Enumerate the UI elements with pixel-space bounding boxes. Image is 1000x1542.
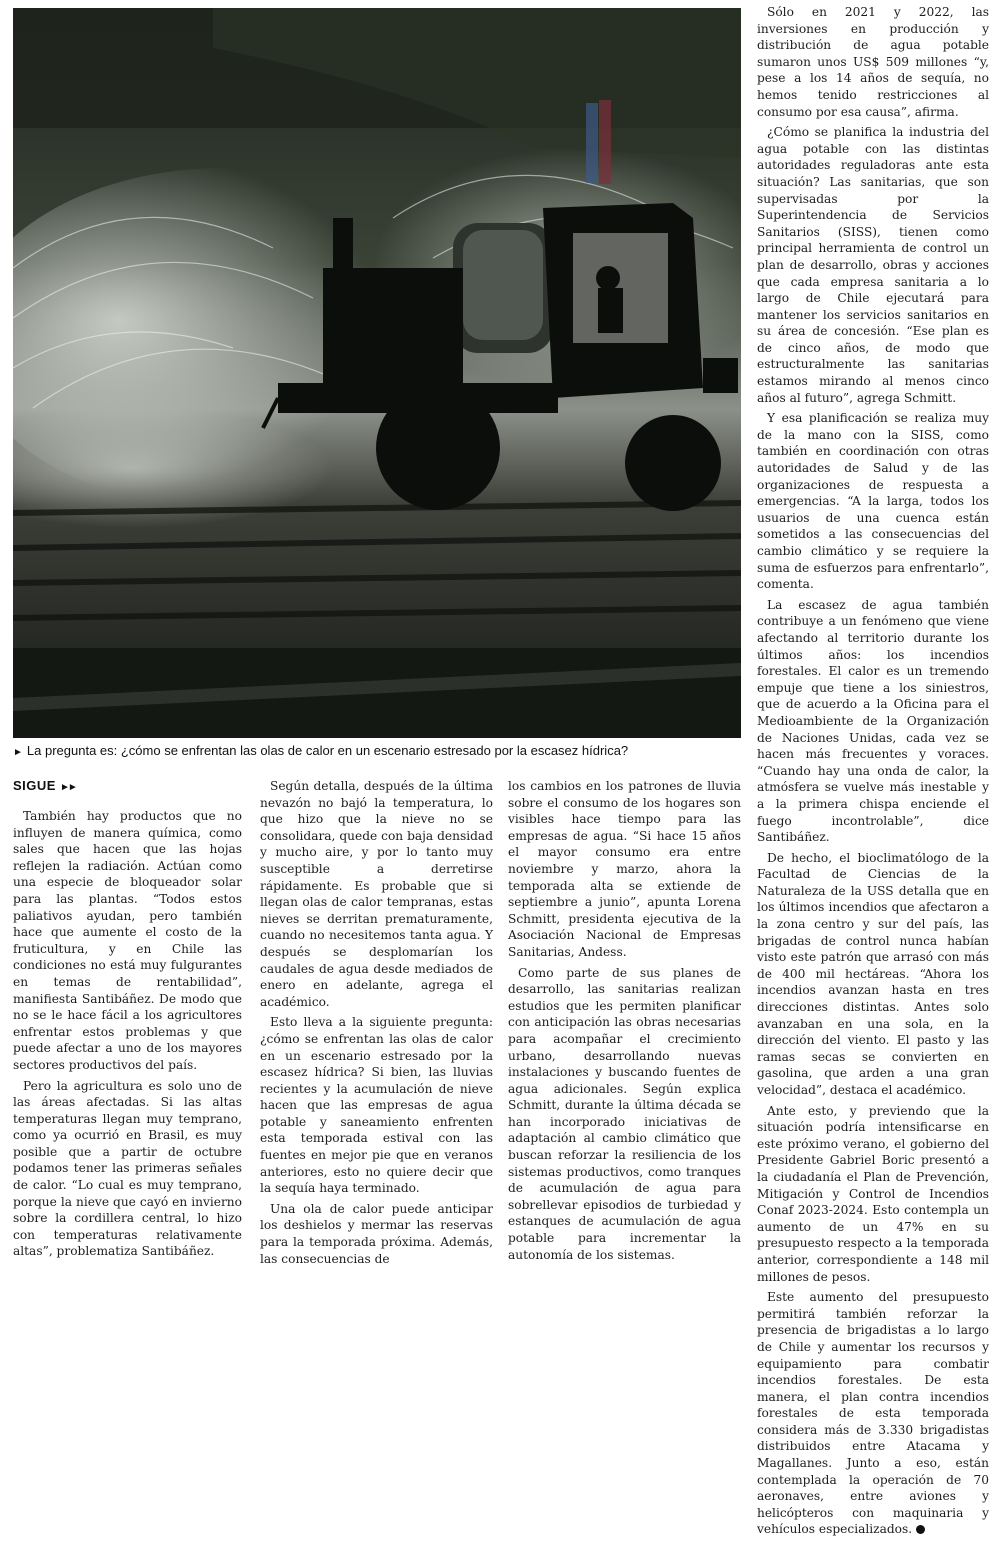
paragraph: También hay productos que no influyen de manera química, como sales que hacen que las hojas reflejen la radiación. Actúan como una especie de bloqueador solar para las plantas. “Todos estos paliativos ayudan, pero también hace que aumente el costo de la fruticultura, y en Chile las condiciones no está muy fulgurantes en temas de rentabilidad”, manifiesta Santibáñez. De modo que no se le hace fácil a los agricultores enfrentar estos problemas y que puede afectar a uno de los mayores sectores productivos del país. [13,809,242,1072]
end-of-article-icon [916,1525,925,1534]
paragraph: Y esa planificación se realiza muy de la mano con la SISS, como también en coordinación con otras autoridades de Salud y de las organizaciones de respuesta a emergencias. “A la larga, todos los usuarios de una cuenca están sometidos a las consecuencias del cambio climático y se requiere la suma de esfuerzos para enfrentarlo”, comenta. [757,411,989,592]
paragraph: ¿Cómo se planifica la industria del agua potable con las distintas autoridades reguladoras ante esta situación? Las sanitarias, que son supervisadas por la Superintendencia de Servicios Sanitarios (SISS), tienen como principal herramienta de control un plan de desarrollo, obras y acciones que cada empresa sanitaria a lo largo de Chile ejecutará para mantener los servicios sanitarios en su área de concesión. “Ese plan es de cinco años, de modo que estructuralmente las sanitarias estamos mirando al menos cinco años al futuro”, agrega Schmitt. [757,125,989,405]
sigue-text: SIGUE [13,778,56,793]
column-3 [508,778,741,1267]
column-1 [13,808,242,1264]
column-2 [260,778,493,1271]
paragraph-last-text: Este aumento del presupuesto permitirá también reforzar la presencia de brigadistas a lo largo de Chile y aumentar los recursos y equipamiento para combatir incendios forestales. De esta manera, el plan contra incendios forestales de esta temporada considera más de 3.330 brigadistas distribuidos entre Atacama y Magallanes. Junto a eso, están contemplada la operación de 70 aeronaves, entre aviones y helicópteros con maquinaria y vehículos especializados. [757,1290,989,1537]
column-4 [757,4,989,1542]
caption-marker-icon: ► [13,747,23,758]
paragraph: Una ola de calor puede anticipar los deshielos y mermar las reservas para la temporada próxima. Además, las consecuencias de [260,1201,493,1266]
article-photo [13,8,741,738]
paragraph: los cambios en los patrones de lluvia sobre el consumo de los hogares son visibles hace tiempo para las empresas de agua. “Si hace 15 años el mayor consumo era entre noviembre y marzo, ahora la temporada alta se extiende de septiembre a junio”, apunta Lorena Schmitt, presidenta ejecutiva de la Asociación Nacional de Empresas Sanitarias, Andess. [508,779,741,959]
paragraph-last [757,1289,989,1538]
photo-caption [13,742,743,761]
paragraph: Pero la agricultura es solo uno de las áreas afectadas. Si las altas temperaturas llegan muy temprano, como ya ocurrió en Brasil, es muy posible que a partir de octubre podamos tener las primeras señales de calor. “Lo cual es muy temprano, porque la nieve que cayó en invierno sobre la cordillera central, lo hizo con temperaturas relativamente altas”, problematiza Santibáñez. [13,1078,242,1259]
paragraph: Como parte de sus planes de desarrollo, las sanitarias realizan estudios que les permiten planificar con anticipación las obras necesarias para acompañar el crecimiento urbano, desarrollando nuevas instalaciones y buscando fuentes de agua adicionales. Según explica Schmitt, durante la última década se han incorporado iniciativas de adaptación al cambio climático que buscan reforzar la resiliencia de los sistemas productivos, como tranques de acumulación de agua para sobrellevar episodios de turbiedad y estanques de acumulación de agua potable para incrementar la autonomía de los sistemas. [508,965,741,1262]
paragraph: Sólo en 2021 y 2022, las inversiones en producción y distribución de agua potable sumaron unos US$ 509 millones “y, pese a los 14 años de sequía, no hemos tenido restricciones al consumo por esa causa”, afirma. [757,5,989,119]
sigue-label [13,778,76,793]
tractor-irrigation-photo [13,8,741,738]
paragraph: La escasez de agua también contribuye a un fenómeno que viene afectando al territorio durante los últimos años: los incendios forestales. El calor es un tremendo empuje que tiene a los siniestros, que de acuerdo a la Oficina para el Medioambiente de la Organización de Naciones Unidas, cada vez se hacen más frecuentes y voraces. “Cuando hay una onda de calor, la atmósfera se vuelve más inestable y a la primera chispa enciende el fuego incontrolable”, dice Santibáñez. [757,597,989,845]
paragraph: Ante esto, y previendo que la situación podría intensificarse en este próximo verano, el gobierno del Presidente Gabriel Boric presentó a la ciudadanía el Plan de Prevención, Mitigación y Control de Incendios Conaf 2023-2024. Esto contempla un aumento de un 47% en su presupuesto respecto a la temporada anterior, correspondiente a 148 mil millones de pesos. [757,1103,989,1284]
double-arrow-icon: ►► [59,782,76,793]
caption-text: La pregunta es: ¿cómo se enfrentan las olas de calor en un escenario estresado por la escasez hídrica? [26,743,629,758]
paragraph: Según detalla, después de la última nevazón no bajó la temperatura, lo que hizo que la nieve no se consolidara, quede con baja densidad y mucho aire, y por lo tanto muy susceptible a derretirse rápidamente. Es probable que si llegan olas de calor tempranas, estas nieves se derritan prematuramente, cuando no necesitemos tanta agua. Y después se desplomarían los caudales de agua desde mediados de enero en adelante, agrega el académico. [260,779,493,1009]
paragraph: De hecho, el bioclimatólogo de la Facultad de Ciencias de la Naturaleza de la USS detalla que en los últimos incendios que afectaron a la zona centro y sur del país, las brigadas de control nunca habían visto este patrón que arrasó con más de 400 mil hectáreas. “Ahora los incendios avanzan hasta en tres direcciones distintas. Antes solo avanzaban en una sola, en la dirección del viento. El pasto y las ramas secas se convierten en gasolina, que arden a una gran velocidad”, destaca el académico. [757,850,989,1097]
paragraph: Esto lleva a la siguiente pregunta: ¿cómo se enfrentan las olas de calor en un escenario estresado por la escasez hídrica? Si bien, las lluvias recientes y la acumulación de nieve hacen que las empresas de agua potable y saneamiento enfrenten esta temporada estival con las fuentes en mejor pie que en veranos anteriores, esto no quiere decir que la sequía haya terminado. [260,1015,493,1196]
